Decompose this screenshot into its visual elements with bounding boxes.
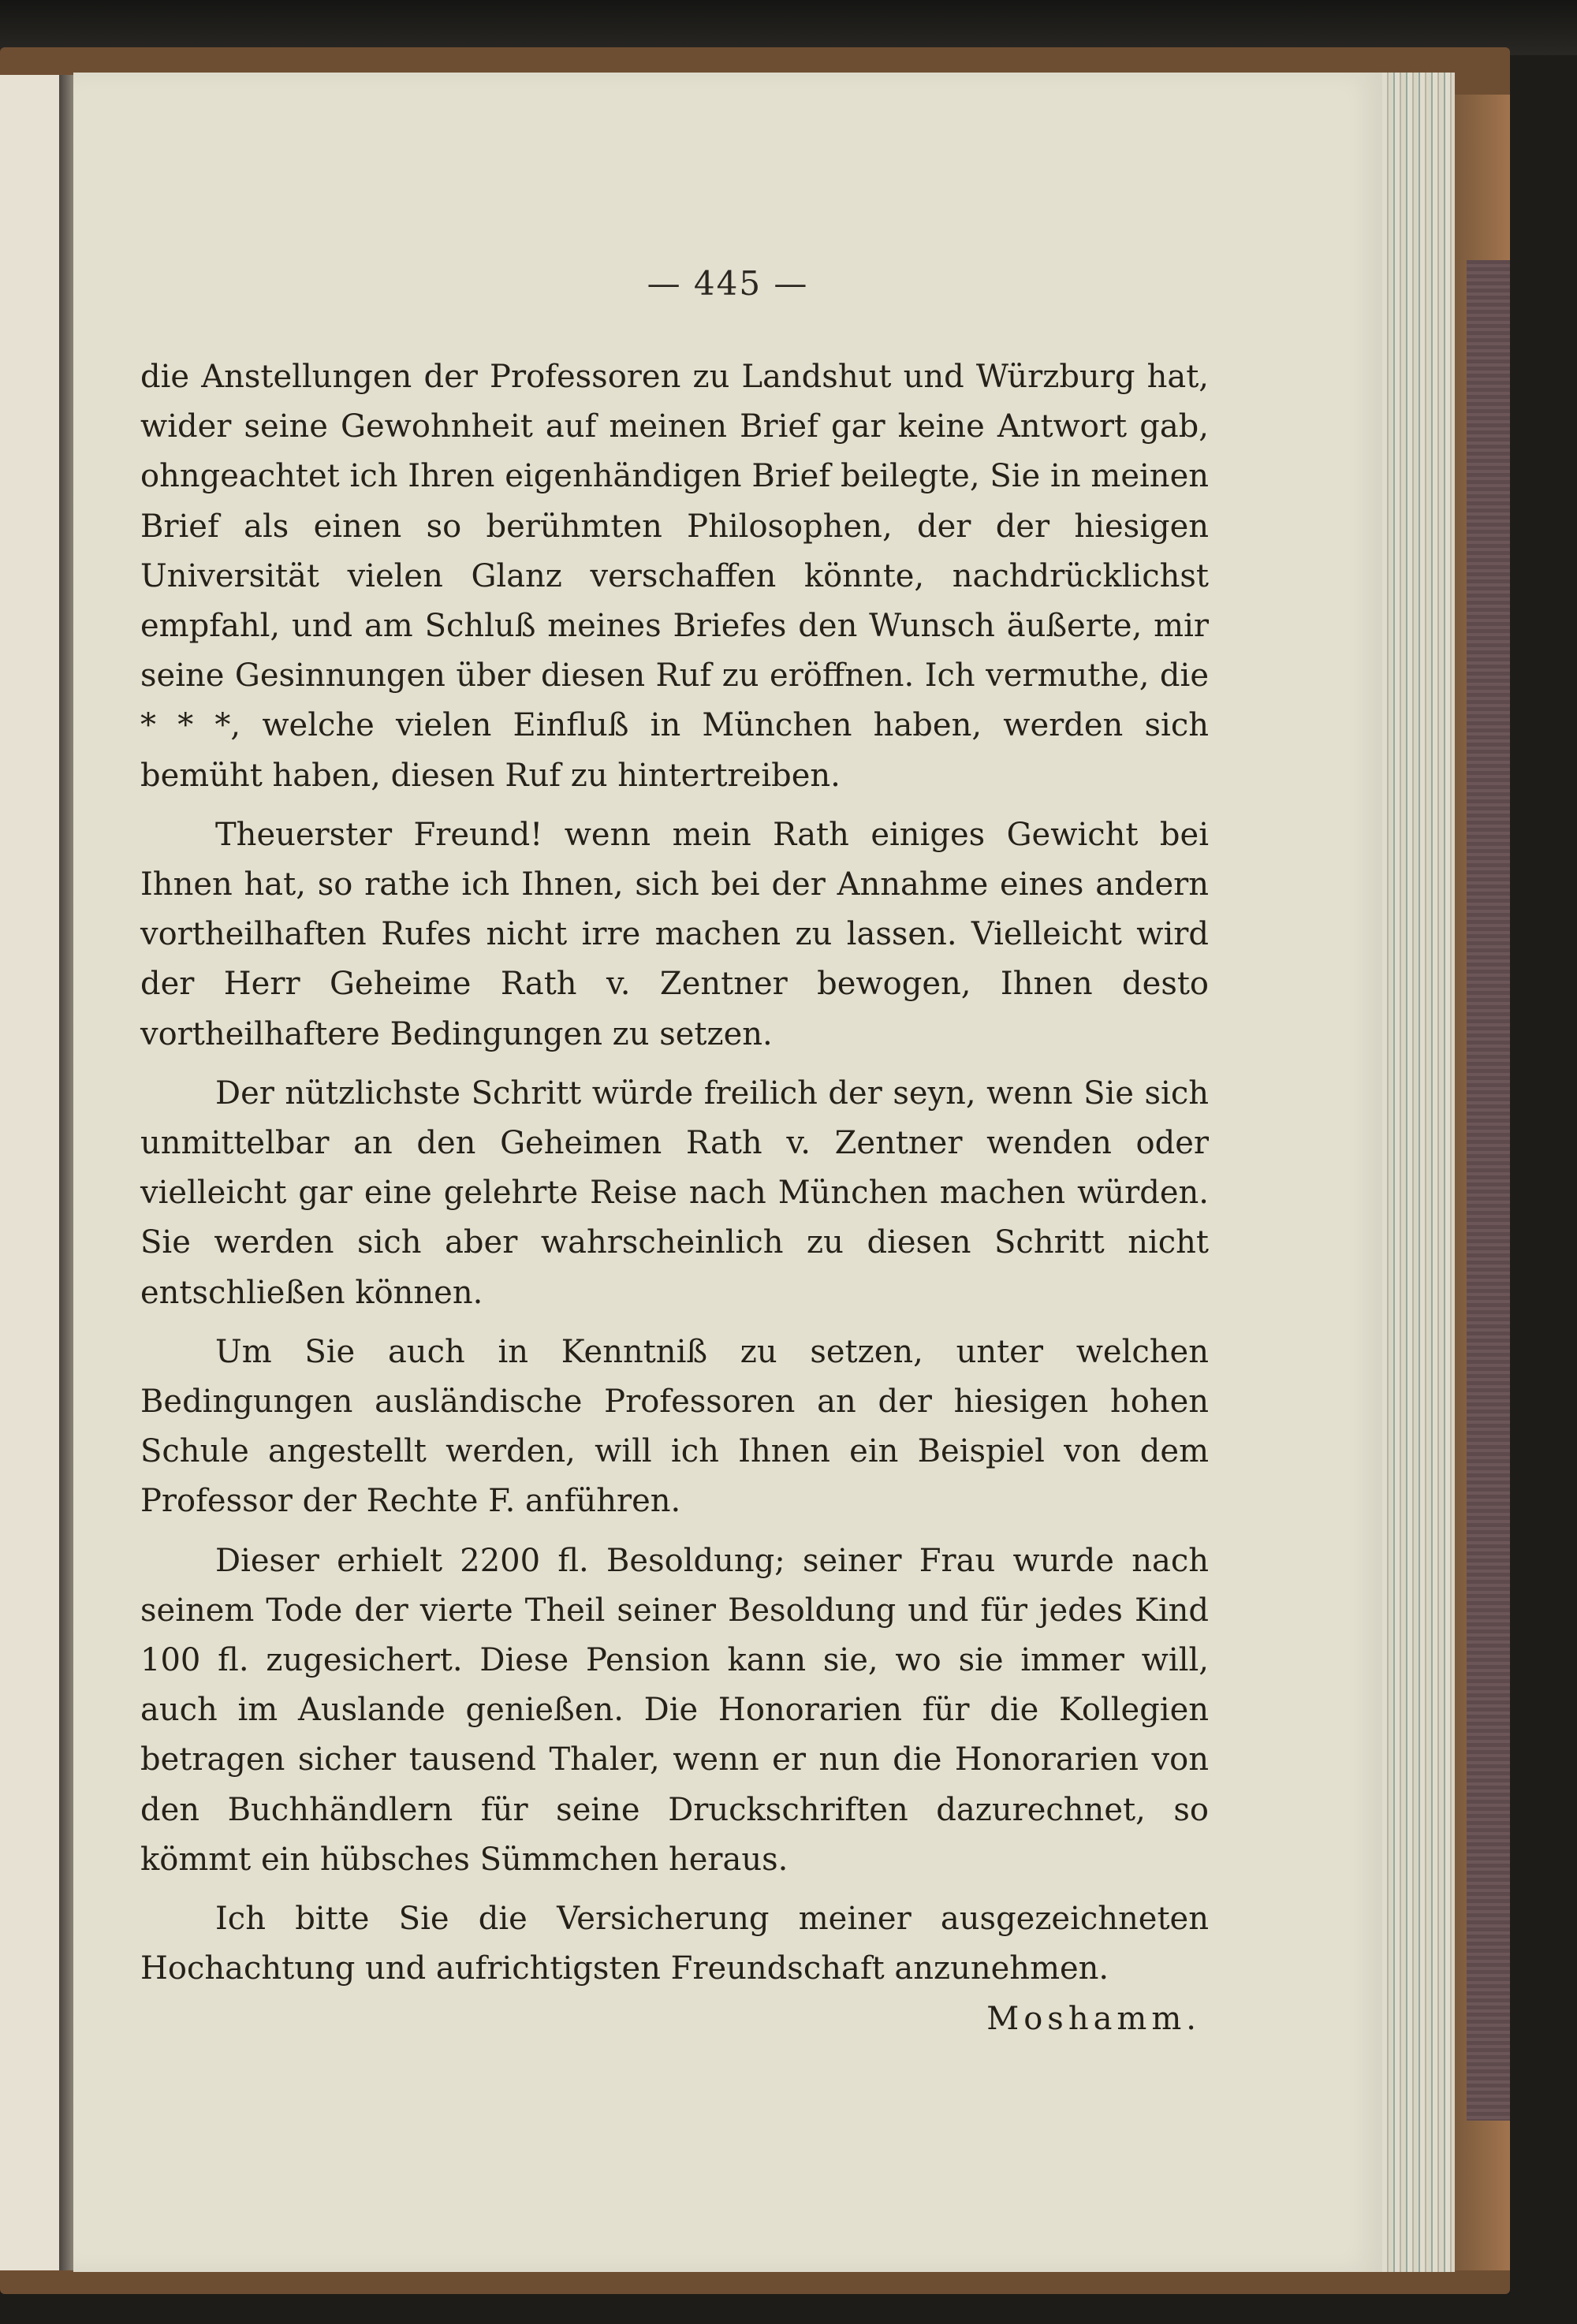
page-body [140, 352, 1209, 2044]
facing-page [0, 75, 62, 2270]
paragraph-3: Der nützlichste Schritt würde freilich der seyn, wenn Sie sich unmittelbar an den Geheimen Rath v. Zentner wenden oder vielleicht gar eine gelehrte Reise nach München machen würden. Sie werden sich aber wahrscheinlich zu diesen Schritt nicht entschließen können. [140, 1074, 1209, 1311]
book-gutter [59, 75, 73, 2270]
book-page [73, 73, 1382, 2272]
paragraph-2: Theuerster Freund! wenn mein Rath einiges Gewicht bei Ihnen hat, so rathe ich Ihnen, sich bei der Annahme eines andern vortheilhaften Rufes nicht irre machen zu lassen. Vielleicht wird der Herr Geheime Rath v. Zentner bewogen, Ihnen desto vortheilhaftere Bedingungen zu setzen. [140, 816, 1209, 1052]
paragraph-1: die Anstellungen der Professoren zu Landshut und Würzburg hat, wider seine Gewohnheit auf meinen Brief gar keine Antwort gab, ohngeachtet ich Ihren eigenhändigen Brief beilegte, Sie in meinen Brief als einen so berühmten Philosophen, der der hiesigen Universität vielen Glanz verschaffen könnte, nachdrücklichst empfahl, und am Schluß meines Briefes den Wunsch äußerte, mir seine Gesinnungen über diesen Ruf zu eröffnen. Ich vermuthe, die * * *, welche vielen Einfluß in München haben, werden sich bemüht haben, diesen Ruf zu hintertreiben. [140, 359, 1209, 794]
page-number: — 445 — [647, 264, 809, 303]
cover-edge-pattern [1467, 260, 1510, 2121]
signature: Moshamm. [986, 2000, 1201, 2037]
paragraph-6: Ich bitte Sie die Versicherung meiner ausgezeichneten Hochachtung und aufrichtigsten Freundschaft anzunehmen. [140, 1901, 1209, 1987]
paragraph-4: Um Sie auch in Kenntniß zu setzen, unter welchen Bedingungen ausländische Professoren an der hiesigen hohen Schule angestellt werden, will ich Ihnen ein Beispiel von dem Professor der Rechte F. anführen. [140, 1333, 1209, 1520]
page-edges [1376, 73, 1455, 2272]
paragraph-5: Dieser erhielt 2200 fl. Besoldung; seiner Frau wurde nach seinem Tode der vierte Theil seiner Besoldung und für jedes Kind 100 fl. zugesichert. Diese Pension kann sie, wo sie immer will, auch im Auslande genießen. Die Honorarien für die Kollegien betragen sicher tausend Thaler, wenn er nun die Honorarien von den Buchhändlern für seine Druckschriften dazurechnet, so kömmt ein hübsches Sümmchen heraus. [140, 1542, 1209, 1878]
